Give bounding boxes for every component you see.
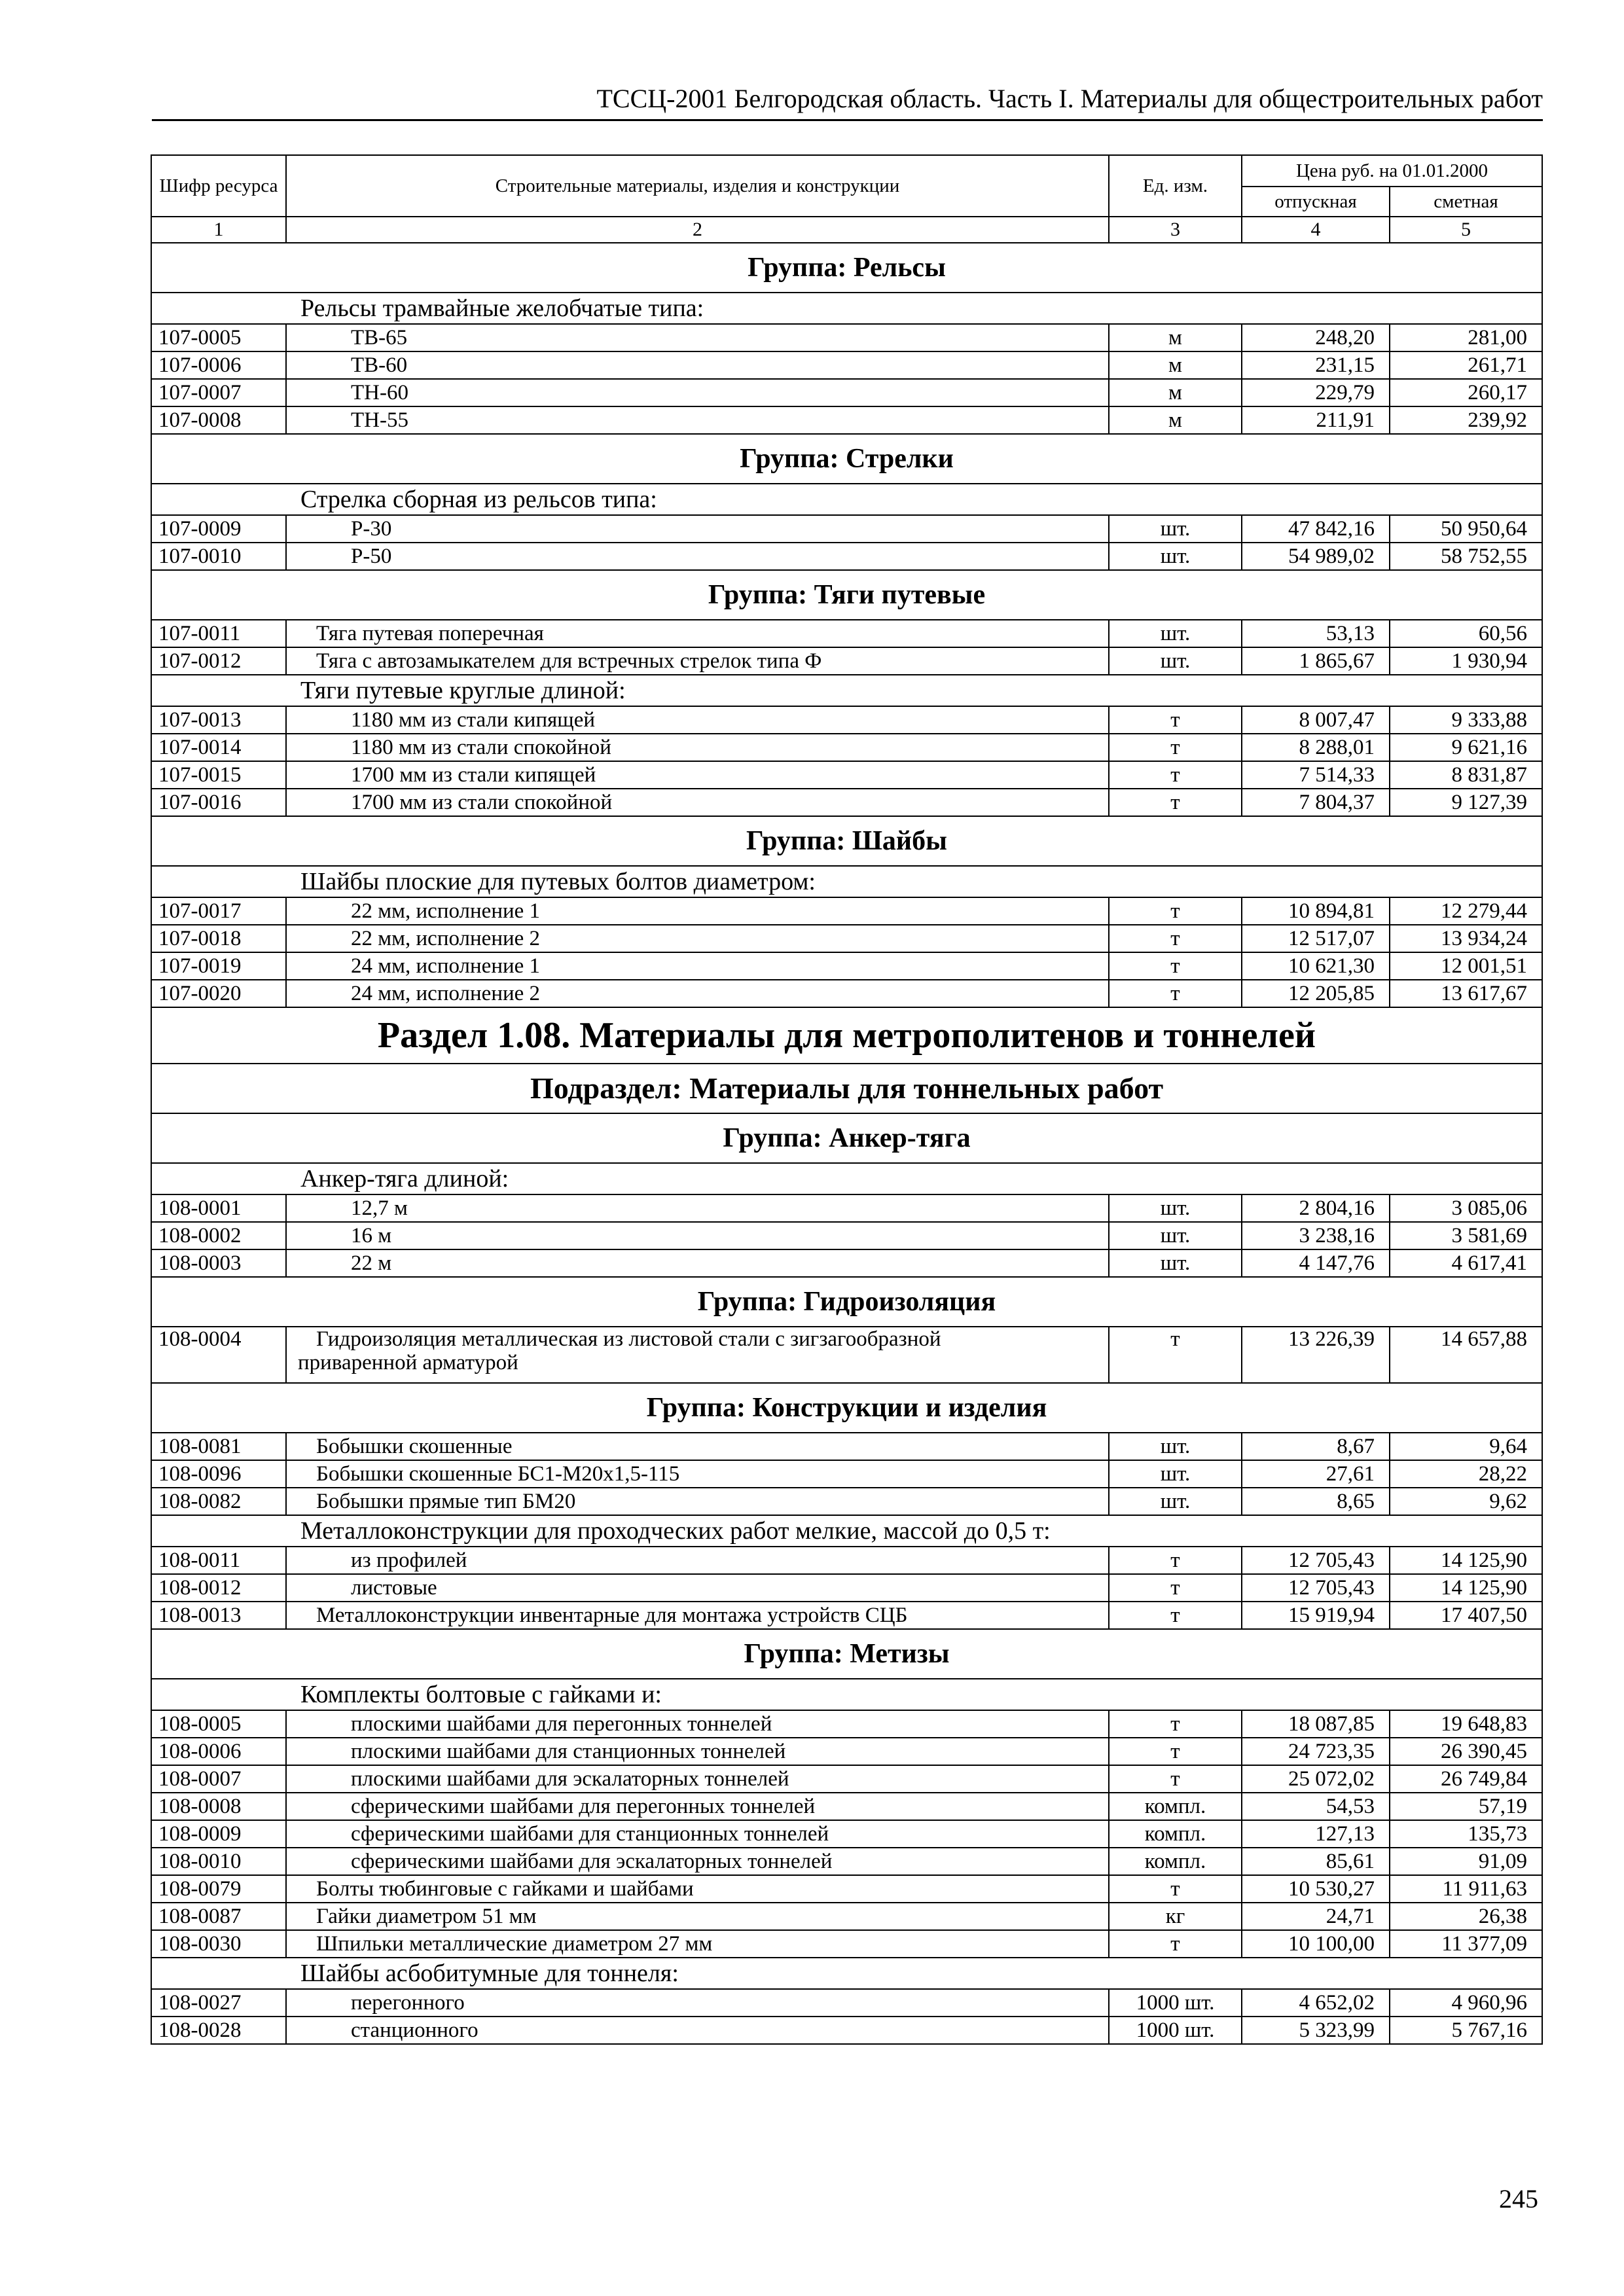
release-price: 27,61 (1242, 1460, 1390, 1488)
material-name: сферическими шайбами для станционных тоннелей (286, 1820, 1109, 1848)
subgroup-row (151, 1515, 1542, 1547)
table-row (151, 1903, 1542, 1930)
group-heading-row (151, 1629, 1542, 1679)
estimate-price: 8 831,87 (1390, 761, 1542, 789)
subgroup-row (151, 1163, 1542, 1194)
table-row (151, 789, 1542, 816)
estimate-price: 9 127,39 (1390, 789, 1542, 816)
material-name: 24 мм, исполнение 1 (286, 952, 1109, 980)
group-heading-row (151, 816, 1542, 866)
material-name: Бобышки прямые тип БМ20 (286, 1488, 1109, 1515)
col-header-price: Цена руб. на 01.01.2000 (1242, 155, 1542, 187)
estimate-price: 13 617,67 (1390, 980, 1542, 1007)
resource-code: 108-0008 (151, 1793, 286, 1820)
table-row (151, 1710, 1542, 1738)
page-number: 245 (1499, 2184, 1538, 2214)
estimate-price: 11 377,09 (1390, 1930, 1542, 1958)
estimate-price: 58 752,55 (1390, 543, 1542, 570)
material-name: перегонного (286, 1989, 1109, 2017)
group-title: Группа: Стрелки (151, 434, 1542, 484)
unit: 1000 шт. (1109, 1989, 1242, 2017)
table-row (151, 1488, 1542, 1515)
table-row (151, 1433, 1542, 1460)
release-price: 5 323,99 (1242, 2017, 1390, 2044)
unit: т (1109, 1875, 1242, 1903)
table-row (151, 1602, 1542, 1629)
estimate-price: 11 911,63 (1390, 1875, 1542, 1903)
estimate-price: 57,19 (1390, 1793, 1542, 1820)
unit: т (1109, 1738, 1242, 1765)
estimate-price: 261,71 (1390, 351, 1542, 379)
col-number: 2 (286, 217, 1109, 243)
subgroup-row (151, 484, 1542, 515)
unit: м (1109, 324, 1242, 351)
material-name: плоскими шайбами для эскалаторных тоннелей (286, 1765, 1109, 1793)
release-price: 10 100,00 (1242, 1930, 1390, 1958)
resource-code: 108-0081 (151, 1433, 286, 1460)
material-name: листовые (286, 1574, 1109, 1602)
unit: шт. (1109, 1194, 1242, 1222)
subgroup-title: Шайбы плоские для путевых болтов диаметром: (151, 866, 1542, 897)
material-name: сферическими шайбами для эскалаторных тоннелей (286, 1848, 1109, 1875)
table-row (151, 1327, 1542, 1383)
resource-code: 107-0016 (151, 789, 286, 816)
estimate-price: 12 001,51 (1390, 952, 1542, 980)
table-row (151, 1574, 1542, 1602)
table-row (151, 620, 1542, 647)
unit: т (1109, 706, 1242, 734)
table-row (151, 734, 1542, 761)
resource-code: 108-0010 (151, 1848, 286, 1875)
material-name: Бобышки скошенные (286, 1433, 1109, 1460)
table-row (151, 406, 1542, 434)
table-row (151, 1765, 1542, 1793)
unit: т (1109, 897, 1242, 925)
resource-code: 108-0028 (151, 2017, 286, 2044)
material-name: ТН-60 (286, 379, 1109, 406)
release-price: 8,65 (1242, 1488, 1390, 1515)
estimate-price: 9,62 (1390, 1488, 1542, 1515)
resource-code: 107-0018 (151, 925, 286, 952)
subgroup-title: Комплекты болтовые с гайками и: (151, 1679, 1542, 1710)
material-name: 1700 мм из стали кипящей (286, 761, 1109, 789)
release-price: 12 705,43 (1242, 1574, 1390, 1602)
estimate-price: 12 279,44 (1390, 897, 1542, 925)
resource-code: 107-0007 (151, 379, 286, 406)
estimate-price: 26 390,45 (1390, 1738, 1542, 1765)
table-header-row (151, 155, 1542, 187)
col-number: 3 (1109, 217, 1242, 243)
material-name: 22 мм, исполнение 2 (286, 925, 1109, 952)
unit: шт. (1109, 543, 1242, 570)
unit: т (1109, 1765, 1242, 1793)
col-number: 4 (1242, 217, 1390, 243)
subgroup-title: Металлоконструкции для проходческих работ мелкие, массой до 0,5 т: (151, 1515, 1542, 1547)
release-price: 12 205,85 (1242, 980, 1390, 1007)
material-name: 1700 мм из стали спокойной (286, 789, 1109, 816)
resource-code: 107-0014 (151, 734, 286, 761)
unit: т (1109, 952, 1242, 980)
table-row (151, 1875, 1542, 1903)
unit: шт. (1109, 1249, 1242, 1277)
col-header-estimate: сметная (1390, 187, 1542, 217)
material-name: Бобышки скошенные БС1-М20х1,5-115 (286, 1460, 1109, 1488)
table-row (151, 2017, 1542, 2044)
resource-code: 108-0013 (151, 1602, 286, 1629)
subgroup-row (151, 1679, 1542, 1710)
estimate-price: 9 333,88 (1390, 706, 1542, 734)
group-title: Группа: Гидроизоляция (151, 1277, 1542, 1327)
table-row (151, 515, 1542, 543)
price-table (151, 154, 1543, 2045)
subgroup-title: Шайбы асбобитумные для тоннеля: (151, 1958, 1542, 1989)
resource-code: 108-0079 (151, 1875, 286, 1903)
estimate-price: 13 934,24 (1390, 925, 1542, 952)
estimate-price: 50 950,64 (1390, 515, 1542, 543)
resource-code: 108-0009 (151, 1820, 286, 1848)
col-header-release: отпускная (1242, 187, 1390, 217)
resource-code: 107-0012 (151, 647, 286, 675)
col-number: 1 (151, 217, 286, 243)
unit: компл. (1109, 1820, 1242, 1848)
unit: кг (1109, 1903, 1242, 1930)
release-price: 248,20 (1242, 324, 1390, 351)
estimate-price: 14 125,90 (1390, 1547, 1542, 1574)
resource-code: 107-0017 (151, 897, 286, 925)
resource-code: 108-0006 (151, 1738, 286, 1765)
subgroup-title: Тяги путевые круглые длиной: (151, 675, 1542, 706)
material-name: 22 мм, исполнение 1 (286, 897, 1109, 925)
table-row (151, 1249, 1542, 1277)
release-price: 25 072,02 (1242, 1765, 1390, 1793)
release-price: 54,53 (1242, 1793, 1390, 1820)
unit: т (1109, 789, 1242, 816)
group-heading-row (151, 1277, 1542, 1327)
group-heading-row (151, 243, 1542, 293)
subgroup-row (151, 675, 1542, 706)
col-header-name: Строительные материалы, изделия и конструкции (286, 155, 1109, 217)
material-name: из профилей (286, 1547, 1109, 1574)
group-title: Группа: Метизы (151, 1629, 1542, 1679)
resource-code: 108-0011 (151, 1547, 286, 1574)
material-name: ТН-55 (286, 406, 1109, 434)
release-price: 24 723,35 (1242, 1738, 1390, 1765)
material-name: 24 мм, исполнение 2 (286, 980, 1109, 1007)
estimate-price: 91,09 (1390, 1848, 1542, 1875)
release-price: 8 007,47 (1242, 706, 1390, 734)
resource-code: 107-0015 (151, 761, 286, 789)
unit: м (1109, 406, 1242, 434)
release-price: 231,15 (1242, 351, 1390, 379)
estimate-price: 4 617,41 (1390, 1249, 1542, 1277)
group-heading-row (151, 1383, 1542, 1433)
unit: т (1109, 1574, 1242, 1602)
estimate-price: 1 930,94 (1390, 647, 1542, 675)
unit: м (1109, 351, 1242, 379)
release-price: 15 919,94 (1242, 1602, 1390, 1629)
estimate-price: 281,00 (1390, 324, 1542, 351)
resource-code: 108-0012 (151, 1574, 286, 1602)
unit: т (1109, 1327, 1242, 1383)
subgroup-row (151, 1958, 1542, 1989)
material-name: плоскими шайбами для перегонных тоннелей (286, 1710, 1109, 1738)
section-title: Раздел 1.08. Материалы для метрополитенов и тоннелей (151, 1007, 1542, 1064)
material-name (286, 1327, 1109, 1383)
release-price: 7 514,33 (1242, 761, 1390, 789)
unit: шт. (1109, 1433, 1242, 1460)
table-row (151, 952, 1542, 980)
group-title: Группа: Шайбы (151, 816, 1542, 866)
unit: шт. (1109, 1488, 1242, 1515)
estimate-price: 135,73 (1390, 1820, 1542, 1848)
release-price: 10 530,27 (1242, 1875, 1390, 1903)
subgroup-row (151, 866, 1542, 897)
table-row (151, 761, 1542, 789)
table-row (151, 897, 1542, 925)
material-name: 22 м (286, 1249, 1109, 1277)
material-name: Р-50 (286, 543, 1109, 570)
table-row (151, 925, 1542, 952)
unit: 1000 шт. (1109, 2017, 1242, 2044)
table-row (151, 706, 1542, 734)
estimate-price: 4 960,96 (1390, 1989, 1542, 2017)
release-price: 12 705,43 (1242, 1547, 1390, 1574)
release-price: 229,79 (1242, 379, 1390, 406)
col-header-code: Шифр ресурса (151, 155, 286, 217)
estimate-price: 28,22 (1390, 1460, 1542, 1488)
table-row (151, 647, 1542, 675)
unit: т (1109, 1930, 1242, 1958)
unit: т (1109, 925, 1242, 952)
table-row (151, 543, 1542, 570)
estimate-price: 239,92 (1390, 406, 1542, 434)
unit: т (1109, 1602, 1242, 1629)
subgroup-row (151, 293, 1542, 324)
resource-code: 107-0008 (151, 406, 286, 434)
estimate-price: 26 749,84 (1390, 1765, 1542, 1793)
material-name: 12,7 м (286, 1194, 1109, 1222)
release-price: 13 226,39 (1242, 1327, 1390, 1383)
running-header: ТССЦ-2001 Белгородская область. Часть I. Материалы для общестроительных работ (152, 81, 1543, 121)
release-price: 3 238,16 (1242, 1222, 1390, 1249)
unit: компл. (1109, 1848, 1242, 1875)
resource-code: 108-0001 (151, 1194, 286, 1222)
material-name: ТВ-60 (286, 351, 1109, 379)
table-row (151, 980, 1542, 1007)
release-price: 2 804,16 (1242, 1194, 1390, 1222)
table-row (151, 1547, 1542, 1574)
resource-code: 108-0004 (151, 1327, 286, 1383)
material-name: Шпильки металлические диаметром 27 мм (286, 1930, 1109, 1958)
release-price: 4 652,02 (1242, 1989, 1390, 2017)
table-row (151, 1848, 1542, 1875)
section-heading-row (151, 1007, 1542, 1064)
resource-code: 108-0007 (151, 1765, 286, 1793)
resource-code: 107-0011 (151, 620, 286, 647)
unit: т (1109, 1710, 1242, 1738)
material-name: Гайки диаметром 51 мм (286, 1903, 1109, 1930)
group-title: Группа: Рельсы (151, 243, 1542, 293)
resource-code: 108-0005 (151, 1710, 286, 1738)
table-row (151, 1989, 1542, 2017)
group-title: Группа: Тяги путевые (151, 570, 1542, 620)
material-name: Тяга путевая поперечная (286, 620, 1109, 647)
unit: т (1109, 761, 1242, 789)
resource-code: 107-0009 (151, 515, 286, 543)
subgroup-title: Стрелка сборная из рельсов типа: (151, 484, 1542, 515)
unit: компл. (1109, 1793, 1242, 1820)
resource-code: 107-0005 (151, 324, 286, 351)
table-row (151, 1930, 1542, 1958)
release-price: 4 147,76 (1242, 1249, 1390, 1277)
estimate-price: 3 085,06 (1390, 1194, 1542, 1222)
group-heading-row (151, 570, 1542, 620)
estimate-price: 14 125,90 (1390, 1574, 1542, 1602)
resource-code: 107-0010 (151, 543, 286, 570)
material-name: плоскими шайбами для станционных тоннелей (286, 1738, 1109, 1765)
unit: шт. (1109, 620, 1242, 647)
estimate-price: 9,64 (1390, 1433, 1542, 1460)
group-heading-row (151, 434, 1542, 484)
table-row (151, 379, 1542, 406)
unit: т (1109, 1547, 1242, 1574)
table-row (151, 1460, 1542, 1488)
unit: т (1109, 980, 1242, 1007)
material-name: Болты тюбинговые с гайками и шайбами (286, 1875, 1109, 1903)
resource-code: 107-0019 (151, 952, 286, 980)
estimate-price: 9 621,16 (1390, 734, 1542, 761)
material-name: Металлоконструкции инвентарные для монтажа устройств СЦБ (286, 1602, 1109, 1629)
resource-code: 108-0027 (151, 1989, 286, 2017)
group-heading-row (151, 1113, 1542, 1163)
release-price: 1 865,67 (1242, 647, 1390, 675)
estimate-price: 14 657,88 (1390, 1327, 1542, 1383)
release-price: 12 517,07 (1242, 925, 1390, 952)
release-price: 10 894,81 (1242, 897, 1390, 925)
release-price: 54 989,02 (1242, 543, 1390, 570)
material-name: ТВ-65 (286, 324, 1109, 351)
release-price: 8,67 (1242, 1433, 1390, 1460)
material-name: станционного (286, 2017, 1109, 2044)
column-number-row (151, 217, 1542, 243)
release-price: 47 842,16 (1242, 515, 1390, 543)
subsection-title: Подраздел: Материалы для тоннельных работ (151, 1064, 1542, 1113)
col-number: 5 (1390, 217, 1542, 243)
resource-code: 107-0006 (151, 351, 286, 379)
material-name: Р-30 (286, 515, 1109, 543)
resource-code: 108-0087 (151, 1903, 286, 1930)
material-name-line: Гидроизоляция металлическая из листовой стали с зигзагообразной (316, 1327, 941, 1351)
release-price: 24,71 (1242, 1903, 1390, 1930)
table-row (151, 1793, 1542, 1820)
resource-code: 108-0096 (151, 1460, 286, 1488)
release-price: 7 804,37 (1242, 789, 1390, 816)
col-header-unit: Ед. изм. (1109, 155, 1242, 217)
unit: шт. (1109, 647, 1242, 675)
estimate-price: 19 648,83 (1390, 1710, 1542, 1738)
resource-code: 108-0082 (151, 1488, 286, 1515)
group-title: Группа: Конструкции и изделия (151, 1383, 1542, 1433)
material-name: 1180 мм из стали спокойной (286, 734, 1109, 761)
material-name: сферическими шайбами для перегонных тоннелей (286, 1793, 1109, 1820)
material-name: 1180 мм из стали кипящей (286, 706, 1109, 734)
release-price: 211,91 (1242, 406, 1390, 434)
estimate-price: 3 581,69 (1390, 1222, 1542, 1249)
table-row (151, 1820, 1542, 1848)
unit: шт. (1109, 515, 1242, 543)
resource-code: 108-0030 (151, 1930, 286, 1958)
table-row (151, 1194, 1542, 1222)
release-price: 85,61 (1242, 1848, 1390, 1875)
unit: шт. (1109, 1460, 1242, 1488)
subgroup-title: Рельсы трамвайные желобчатые типа: (151, 293, 1542, 324)
material-name: Тяга с автозамыкателем для встречных стрелок типа Ф (286, 647, 1109, 675)
estimate-price: 17 407,50 (1390, 1602, 1542, 1629)
release-price: 10 621,30 (1242, 952, 1390, 980)
estimate-price: 60,56 (1390, 620, 1542, 647)
release-price: 53,13 (1242, 620, 1390, 647)
unit: шт. (1109, 1222, 1242, 1249)
table-row (151, 1222, 1542, 1249)
resource-code: 107-0013 (151, 706, 286, 734)
subgroup-title: Анкер-тяга длиной: (151, 1163, 1542, 1194)
resource-code: 108-0003 (151, 1249, 286, 1277)
subsection-heading-row (151, 1064, 1542, 1113)
unit: т (1109, 734, 1242, 761)
unit: м (1109, 379, 1242, 406)
release-price: 18 087,85 (1242, 1710, 1390, 1738)
table-row (151, 1738, 1542, 1765)
estimate-price: 5 767,16 (1390, 2017, 1542, 2044)
material-name-line: приваренной арматурой (298, 1351, 518, 1374)
material-name: 16 м (286, 1222, 1109, 1249)
resource-code: 108-0002 (151, 1222, 286, 1249)
group-title: Группа: Анкер-тяга (151, 1113, 1542, 1163)
resource-code: 107-0020 (151, 980, 286, 1007)
estimate-price: 26,38 (1390, 1903, 1542, 1930)
table-row (151, 324, 1542, 351)
release-price: 127,13 (1242, 1820, 1390, 1848)
estimate-price: 260,17 (1390, 379, 1542, 406)
table-row (151, 351, 1542, 379)
release-price: 8 288,01 (1242, 734, 1390, 761)
